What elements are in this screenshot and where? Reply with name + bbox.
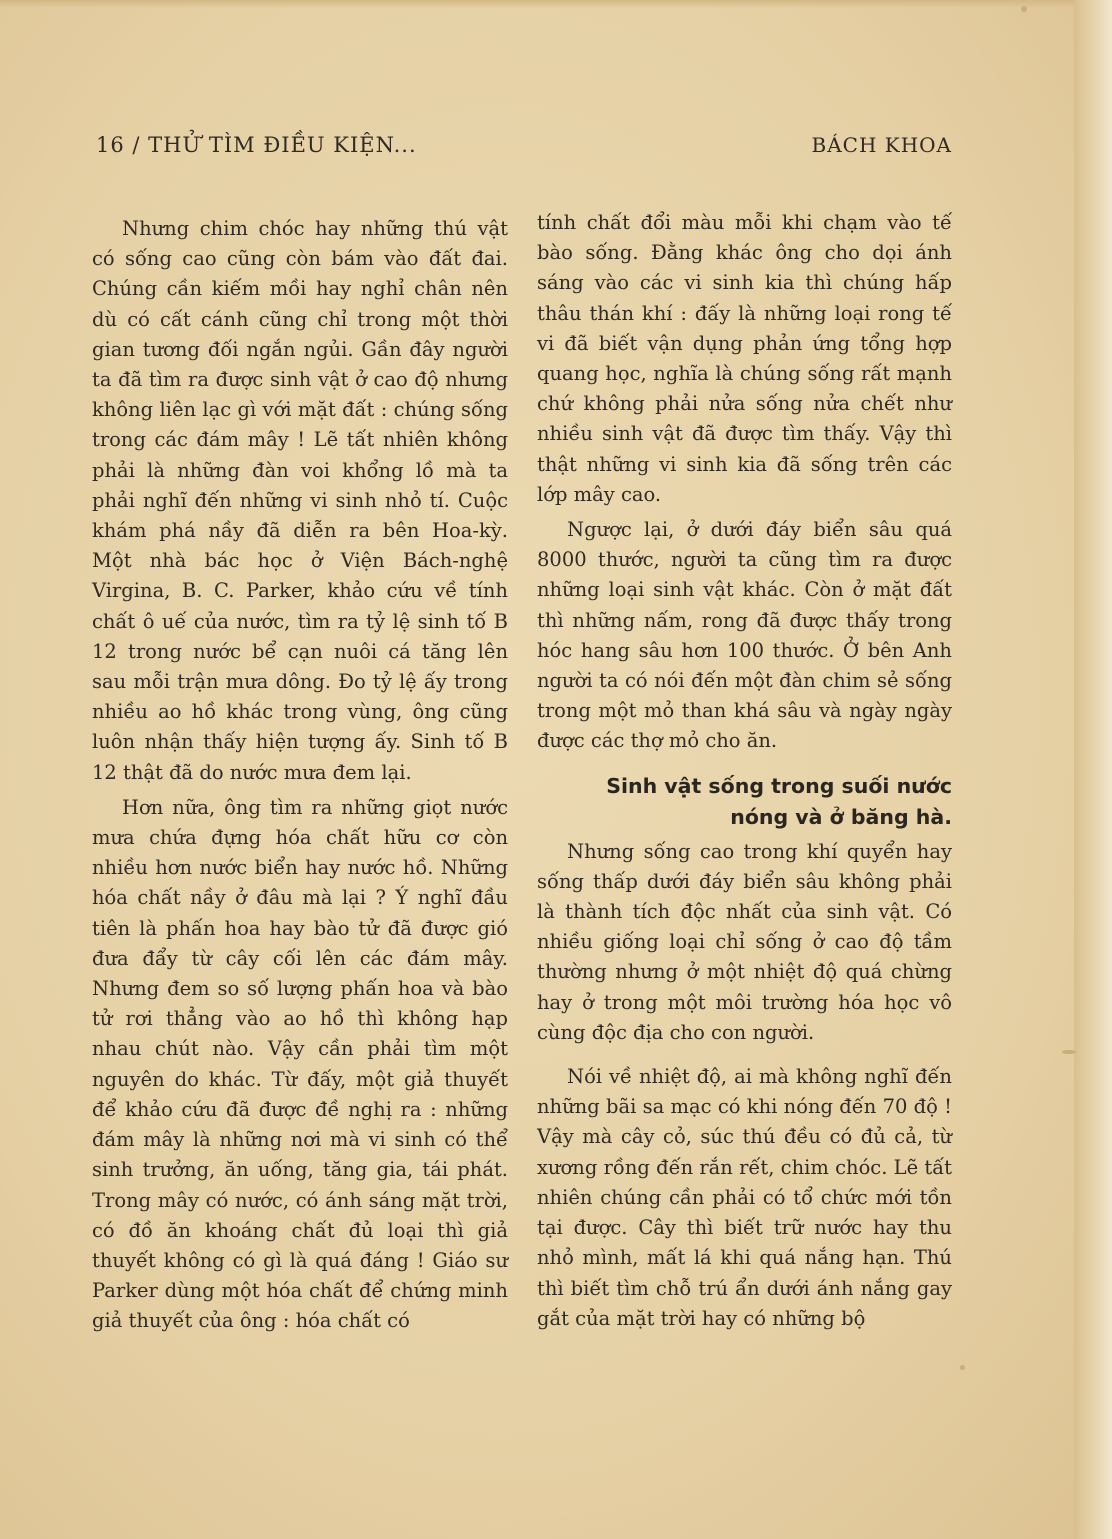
paragraph: Hơn nữa, ông tìm ra những giọt nước mưa chứa đựng hóa chất hữu cơ còn nhiều hơn nước biển hay nước hồ. Những hóa chất nầy ở đâu mà lại ? Ý nghĩ đầu tiên là phấn hoa hay bào tử đã được gió đưa đẩy từ cây cối lên các đám mây. Nhưng đem so số lượng phấn hoa và bào tử rơi thẳng vào ao hồ thì không hạp nhau chút nào. Vậy cần phải tìm một nguyên do khác. Từ đấy, một giả thuyết để khảo cứu đã được đề nghị ra : những đám mây là những nơi mà vi sinh có thể sinh trưởng, ăn uống, tăng gia, tái phát. Trong mây có nước, có ánh sáng mặt trời, có đồ ăn khoáng chất đủ loại thì giả thuyết không có gì là quá đáng ! Giáo sư Parker dùng một hóa chất để chứng minh giả thuyết của ông : hóa chất có: [92, 795, 508, 1333]
paper-speck: [1021, 6, 1027, 12]
section-heading: [537, 771, 952, 833]
page-right-edge: [1074, 0, 1112, 1539]
paragraph: Nói về nhiệt độ, ai mà không nghĩ đến những bãi sa mạc có khi nóng đến 70 độ ! Vậy mà cây cỏ, súc thú đều có đủ cả, từ xương rồng đến rắn rết, chim chóc. Lẽ tất nhiên chúng cần phải có tổ chức mới tồn tại được. Cây thì biết trữ nước hay thu nhỏ mình, mất lá khi quá nắng hạn. Thú thì biết tìm chỗ trú ẩn dưới ánh nắng gay gắt của mặt trời hay có những bộ: [537, 1065, 952, 1330]
section-heading-line: nóng và ở băng hà.: [730, 804, 952, 829]
paragraph: tính chất đổi màu mỗi khi chạm vào tế bào sống. Đằng khác ông cho dọi ánh sáng vào các vi sinh kia thì chúng hấp thâu thán khí : đấy là những loại rong tế vi đã biết vận dụng phản ứng tổng hợp quang học, nghĩa là chúng sống rất mạnh chứ không phải nửa sống nửa chết như nhiều sinh vật đã được tìm thấy. Vậy thì thật những vi sinh kia đã sống trên các lớp mây cao.: [537, 211, 952, 506]
magazine-title: BÁCH KHOA: [811, 133, 952, 157]
paragraph: Nhưng chim chóc hay những thú vật có sống cao cũng còn bám vào đất đai. Chúng cần kiếm mồi hay nghỉ chân nên dù có cất cánh cũng chỉ trong một thời gian tương đối ngắn ngủi. Gần đây người ta đã tìm ra được sinh vật ở cao độ nhưng không liên lạc gì với mặt đất : chúng sống trong các đám mây ! Lẽ tất nhiên không phải là những đàn voi khổng lồ mà ta phải nghĩ đến những vi sinh nhỏ tí. Cuộc khám phá nầy đã diễn ra bên Hoa-kỳ. Một nhà bác học ở Viện Bách-nghệ Virgina, B. C. Parker, khảo cứu về tính chất ô uế của nước, tìm ra tỷ lệ sinh tố B 12 trong nước bể cạn nuôi cá tăng lên sau mỗi trận mưa dông. Đo tỷ lệ ấy trong nhiều ao hồ khác trong vùng, ông cũng luôn nhận thấy hiện tượng ấy. Sinh tố B 12 thật đã do nước mưa đem lại.: [92, 217, 508, 784]
paper-speck: [960, 1365, 965, 1370]
page-number-title: 16 / THỬ TÌM ĐIỀU KIỆN...: [96, 133, 417, 157]
right-column: [537, 208, 952, 1339]
running-header: [96, 133, 952, 169]
paragraph: Ngược lại, ở dưới đáy biển sâu quá 8000 thước, người ta cũng tìm ra được những loại sinh vật khác. Còn ở mặt đất thì những nấm, rong đã được thấy trong hóc hang sâu hơn 100 thước. Ở bên Anh người ta có nói đến một đàn chim sẻ sống trong một mỏ than khá sâu và ngày ngày được các thợ mỏ cho ăn.: [537, 518, 952, 753]
paragraph: Nhưng sống cao trong khí quyển hay sống thấp dưới đáy biển sâu không phải là thành tích độc nhất của sinh vật. Có nhiều giống loại chỉ sống ở cao độ tầm thường nhưng ở một nhiệt độ quá chừng hay ở trong một môi trường hóa học vô cùng độc địa cho con người.: [537, 839, 952, 1044]
page-top-shadow: [0, 0, 1112, 8]
section-heading-line: Sinh vật sống trong suối nước: [606, 773, 952, 798]
left-column: [92, 214, 508, 1342]
paper-speck: [1062, 1050, 1076, 1054]
